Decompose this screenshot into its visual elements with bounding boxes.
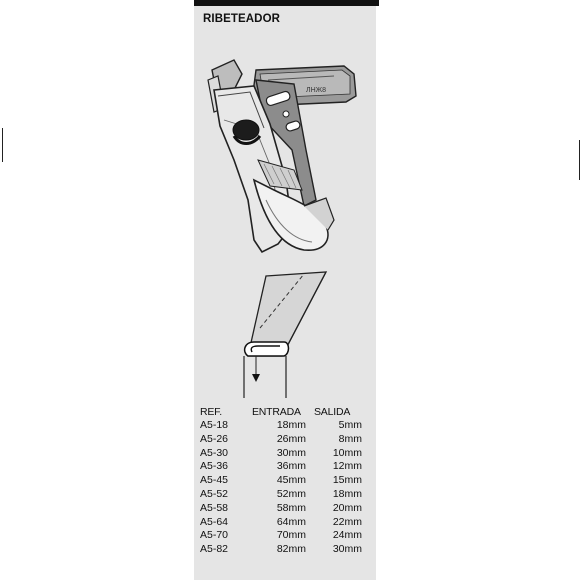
cell-ref: A5-36 — [200, 460, 229, 473]
cell-entrada: 30mm — [276, 446, 306, 459]
cell-ref: A5-26 — [200, 432, 229, 445]
table-row — [200, 474, 362, 488]
binder-attachment-illustration — [194, 30, 376, 258]
cell-ref: A5-58 — [200, 501, 229, 514]
product-title: RIBETEADOR — [203, 13, 281, 25]
cell-salida: 24mm — [332, 529, 362, 542]
cell-salida: 22mm — [332, 515, 362, 528]
cell-salida: 15mm — [332, 474, 362, 487]
table-header-row — [200, 405, 362, 419]
header-ref: REF. — [200, 406, 222, 418]
cell-salida: 5mm — [338, 419, 362, 431]
cell-entrada: 58mm — [276, 501, 306, 514]
cell-ref: A5-30 — [200, 446, 229, 459]
cell-entrada: 64mm — [276, 515, 306, 528]
sizes-table — [200, 405, 362, 557]
table-row — [200, 447, 362, 461]
table-row — [200, 419, 362, 433]
cell-ref: A5-52 — [200, 487, 229, 500]
svg-text:ЛНЖ8: ЛНЖ8 — [306, 87, 327, 94]
cell-salida: 18mm — [332, 487, 362, 500]
header-salida: SALIDA — [314, 406, 351, 418]
cell-entrada: 82mm — [276, 543, 306, 556]
table-row — [200, 516, 362, 530]
cell-entrada: 70mm — [276, 529, 306, 542]
cell-salida: 12mm — [332, 460, 362, 473]
cell-salida: 10mm — [332, 446, 362, 459]
table-row — [200, 502, 362, 516]
table-row — [200, 529, 362, 543]
cell-salida: 30mm — [332, 543, 362, 556]
cell-ref: A5-64 — [200, 515, 229, 528]
table-row — [200, 488, 362, 502]
header-entrada: ENTRADA — [252, 406, 301, 418]
scan-edge-mark — [2, 128, 3, 162]
cell-ref: A5-82 — [200, 543, 229, 556]
cell-ref: A5-70 — [200, 529, 229, 542]
cell-entrada: 36mm — [276, 460, 306, 473]
cell-entrada: 26mm — [276, 432, 306, 445]
cell-ref: A5-45 — [200, 474, 229, 487]
cell-salida: 20mm — [332, 501, 362, 514]
cell-entrada: 52mm — [276, 487, 306, 500]
scan-edge-mark — [579, 140, 580, 180]
fold-diagram — [194, 268, 376, 403]
table-row — [200, 543, 362, 557]
cell-entrada: 45mm — [276, 474, 306, 487]
cell-ref: A5-18 — [200, 419, 229, 431]
table-row — [200, 433, 362, 447]
cell-entrada: 18mm — [276, 419, 306, 431]
cell-salida: 8mm — [338, 432, 362, 445]
table-row — [200, 460, 362, 474]
